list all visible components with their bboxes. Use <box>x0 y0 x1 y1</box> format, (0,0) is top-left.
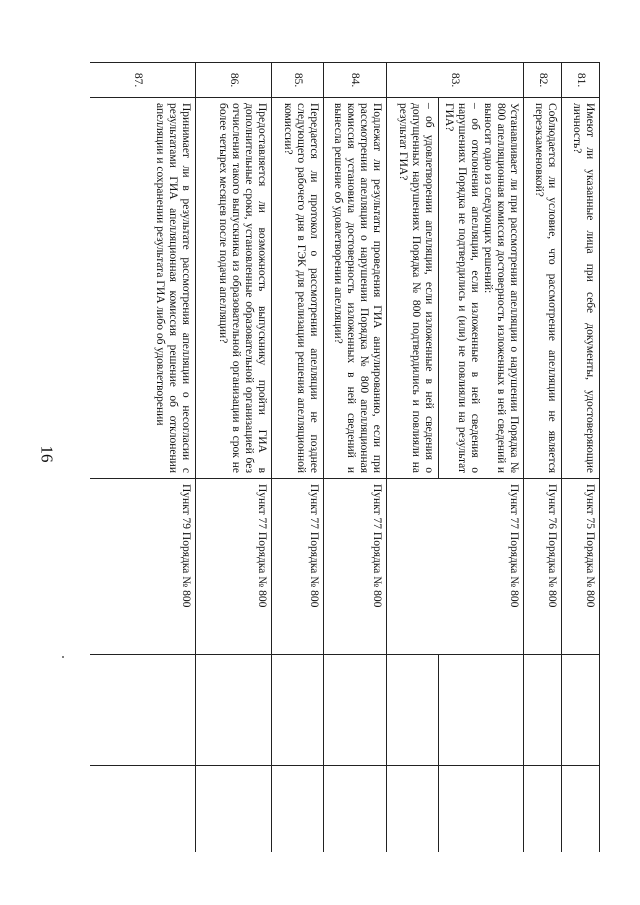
table-row <box>90 63 196 853</box>
row-number: 83. <box>387 63 524 98</box>
empty-cell <box>524 655 562 766</box>
empty-cell <box>272 655 324 766</box>
row-number: 87. <box>90 63 196 98</box>
empty-cell <box>196 655 272 766</box>
page-number: 16 <box>37 445 57 463</box>
row-number: 81. <box>562 63 600 98</box>
table-row <box>524 63 562 853</box>
table-row <box>272 63 324 853</box>
table-row <box>324 63 387 853</box>
scan-dot <box>62 656 64 658</box>
row-number: 82. <box>524 63 562 98</box>
empty-cell <box>324 655 387 766</box>
reference-cell: Пункт 76 Порядка № 800 <box>524 479 562 655</box>
checklist-table <box>90 62 600 852</box>
question-text: Подлежат ли результаты проведения ГИА аннулированию, если при рассмотрении апелляции о нарушении Порядка № 800 апелляционная комиссия установила достоверность изложенных в ней сведений и вынесла решение об удовлетворении апелляции? <box>324 98 387 479</box>
table-row <box>387 63 439 853</box>
reference-cell: Пункт 77 Порядка № 800 <box>387 479 524 655</box>
empty-cell <box>562 766 600 853</box>
empty-cell <box>324 766 387 853</box>
table-row <box>196 63 272 853</box>
reference-cell: Пункт 77 Порядка № 800 <box>272 479 324 655</box>
document-page <box>90 62 600 852</box>
row-number: 85. <box>272 63 324 98</box>
reference-cell: Пункт 77 Порядка № 800 <box>324 479 387 655</box>
question-text: – об удовлетворении апелляции, если изложенные в ней сведения о допущенных нарушениях Порядка № 800 подтвердились и повлияли на результат ГИА? <box>387 98 439 479</box>
reference-cell: Пункт 79 Порядка № 800 <box>90 479 196 655</box>
row-number: 86. <box>196 63 272 98</box>
empty-cell <box>387 766 439 853</box>
question-text-part: Устанавливает ли при рассмотрении апелляции о нарушении Порядка № 800 апелляционная комиссия достоверность изложенных в ней сведений и выносит одно из следующих решений: <box>482 103 520 473</box>
empty-cell <box>272 766 324 853</box>
question-text: Предоставляется ли возможность выпускнику пройти ГИА в дополнительные сроки, установленные образовательной организацией без отчисления такого выпускника из образовательной организации в срок не более четырех месяцев после подачи апелляции? <box>196 98 272 479</box>
empty-cell <box>439 655 524 766</box>
empty-cell <box>387 655 439 766</box>
empty-cell <box>562 655 600 766</box>
empty-cell <box>524 766 562 853</box>
empty-cell <box>196 766 272 853</box>
empty-cell <box>439 766 524 853</box>
question-text: Принимает ли в результате рассмотрения апелляции о несогласии с результатами ГИА апелляционная комиссия решение об отклонении апелляции и сохранении результата ГИА либо об удовлетворении <box>90 98 196 479</box>
reference-cell: Пункт 75 Порядка № 800 <box>562 479 600 655</box>
question-text-part: – об отклонении апелляции, если изложенные в ней сведения о нарушениях Порядка не подтвердились и (или) не повлияли на результат ГИА? <box>443 103 481 473</box>
empty-cell <box>90 655 196 766</box>
table-row <box>439 63 524 853</box>
empty-cell <box>90 766 196 853</box>
rotated-table-container <box>90 62 600 852</box>
row-number: 84. <box>324 63 387 98</box>
reference-cell: Пункт 77 Порядка № 800 <box>196 479 272 655</box>
question-text: Имеют ли указанные лица при себе документы, удостоверяющие личность? <box>562 98 600 479</box>
question-text: Передается ли протокол о рассмотрении апелляции не позднее следующего рабочего дня в ГЭК для реализации решения апелляционной комиссии? <box>272 98 324 479</box>
question-text: Соблюдается ли условие, что рассмотрение апелляции не является переэкзаменовкой? <box>524 98 562 479</box>
question-text <box>439 98 524 479</box>
table-row <box>562 63 600 853</box>
